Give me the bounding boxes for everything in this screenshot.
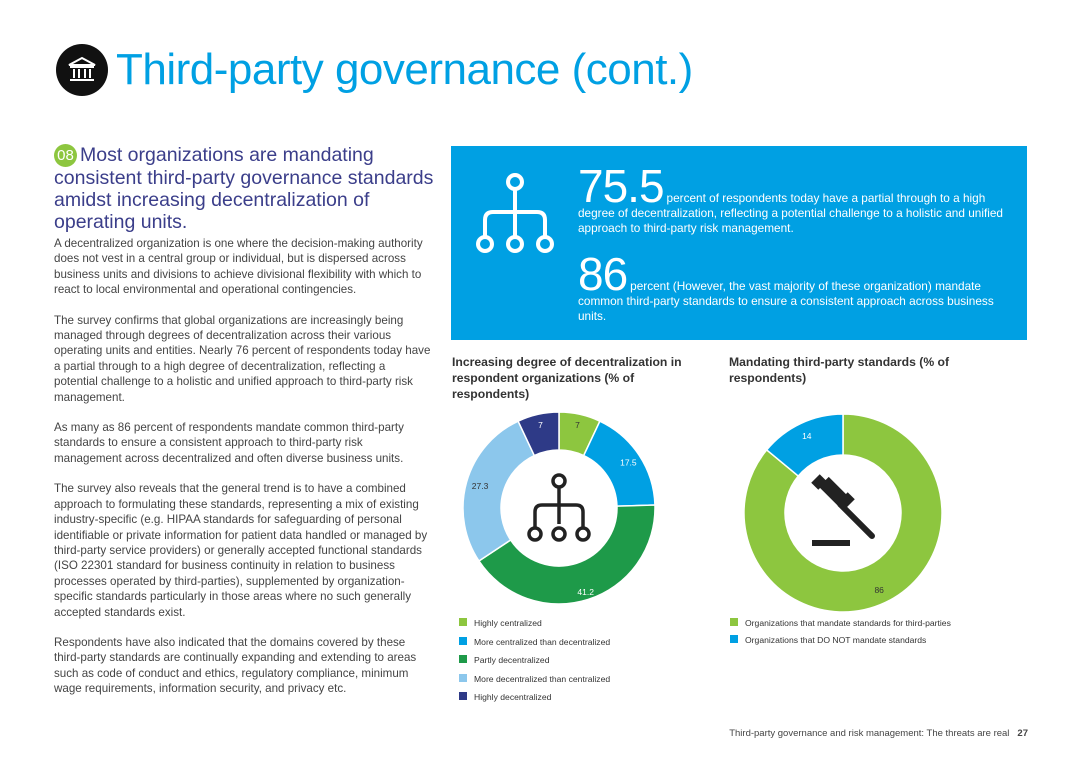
data-label: 17.5 bbox=[620, 457, 637, 468]
legend-decentralization bbox=[459, 618, 610, 711]
institution-icon bbox=[56, 44, 108, 96]
legend-item bbox=[730, 618, 951, 635]
legend-swatch bbox=[730, 618, 738, 626]
body-text bbox=[54, 236, 432, 712]
legend-swatch bbox=[459, 674, 467, 682]
donut-slice bbox=[463, 421, 534, 561]
mandating-donut-chart bbox=[742, 412, 944, 614]
legend-item bbox=[459, 618, 610, 637]
data-label: 27.3 bbox=[471, 480, 489, 491]
legend-label: Highly centralized bbox=[474, 618, 542, 628]
page-footer bbox=[729, 728, 1028, 739]
stats-callout bbox=[451, 146, 1027, 340]
legend-swatch bbox=[459, 637, 467, 645]
page-header bbox=[56, 44, 693, 96]
paragraph: A decentralized organization is one where the decision-making authority does not vest in a central group or individual, but is dispersed across business units and divisions to achieve divisional flexibility with which to react to local environmental and operational contingencies. bbox=[54, 237, 423, 297]
data-label: 14 bbox=[802, 431, 812, 442]
legend-label: Organizations that DO NOT mandate standards bbox=[745, 635, 927, 645]
legend-item bbox=[459, 637, 610, 656]
stat-value: 86 bbox=[578, 248, 628, 300]
donut-slice bbox=[479, 505, 655, 604]
paragraph: The survey confirms that global organizations are increasingly being managed through degrees of decentralization across their various operating units and entities. Nearly 76 percent of respondents today have a partial through to a high degree of decentralization, reflecting a potential challenge to a holistic and unified approach to third-party risk management. bbox=[54, 313, 431, 404]
headline-text: Most organizations are mandating consistent third-party governance standards amidst increasing decentralization of operating units. bbox=[54, 144, 434, 233]
page-number: 27 bbox=[1017, 728, 1028, 739]
section-number-badge: 08 bbox=[54, 144, 77, 167]
legend-label: More decentralized than centralized bbox=[474, 673, 611, 684]
legend-swatch bbox=[730, 635, 738, 643]
stat-decentralization bbox=[578, 160, 1018, 236]
paragraph: The survey also reveals that the general trend is to have a combined approach to formulating these standards, representing a mix of existing industry-specific (e.g. HIPAA standards for safeguarding of personal identifiable or private information for patient data handled or managed by third-party service providers) or generally accepted functional standards (ISO 22301 standard for business continuity in relation to business processes operated by third-parties), supplemented by organization-specific standards particularly in those areas where no such generally accepted standards exist. bbox=[54, 482, 428, 619]
stat-mandate bbox=[578, 248, 1018, 324]
paragraph: Respondents have also indicated that the domains covered by these third-party standards are continually expanding and extending to areas such as code of conduct and ethics, regulatory compliance, minimum wage requirements, information security, and privacy etc. bbox=[54, 635, 417, 696]
stat-text: percent of respondents today have a partial through to a high degree of decentralization, reflecting a potential challenge to a holistic and unified approach to third-party risk management. bbox=[578, 191, 1003, 235]
chart-title-decentralization: Increasing degree of decentralization in respondent organizations (% of respondents) bbox=[452, 355, 682, 401]
paragraph: As many as 86 percent of respondents mandate common third-party standards to ensure a consistent approach to third-party risk management across decentralized and often diverse business units. bbox=[54, 421, 404, 465]
page-title: Third-party governance (cont.) bbox=[116, 45, 693, 94]
legend-item bbox=[459, 674, 610, 693]
legend-item bbox=[730, 635, 951, 652]
legend-label: Partly decentralized bbox=[474, 655, 550, 666]
footer-text: Third-party governance and risk management: The threats are real bbox=[729, 728, 1010, 739]
stat-value: 75.5 bbox=[578, 160, 664, 212]
org-hierarchy-icon bbox=[471, 170, 559, 260]
legend-label: Highly decentralized bbox=[474, 692, 552, 703]
legend-mandating bbox=[730, 618, 951, 652]
gavel-icon bbox=[811, 474, 872, 546]
stat-text: percent (However, the vast majority of these organization) mandate common third-party standards to ensure a consistent approach across business units. bbox=[578, 279, 994, 323]
legend-item bbox=[459, 692, 610, 711]
section-headline bbox=[54, 144, 434, 233]
decentralization-donut-chart bbox=[455, 404, 663, 612]
legend-swatch bbox=[459, 655, 467, 663]
chart-title-mandating: Mandating third-party standards (% of respondents) bbox=[729, 355, 950, 385]
data-label: 7 bbox=[575, 420, 580, 431]
data-label: 86 bbox=[874, 584, 884, 595]
data-label: 41.2 bbox=[577, 586, 594, 597]
legend-swatch bbox=[459, 692, 467, 700]
data-label: 7 bbox=[538, 420, 543, 431]
legend-label: Organizations that mandate standards for third-parties bbox=[745, 618, 951, 628]
legend-swatch bbox=[459, 618, 467, 626]
legend-label: More centralized than decentralized bbox=[474, 636, 611, 647]
legend-item bbox=[459, 655, 610, 674]
org-hierarchy-icon bbox=[529, 475, 589, 540]
